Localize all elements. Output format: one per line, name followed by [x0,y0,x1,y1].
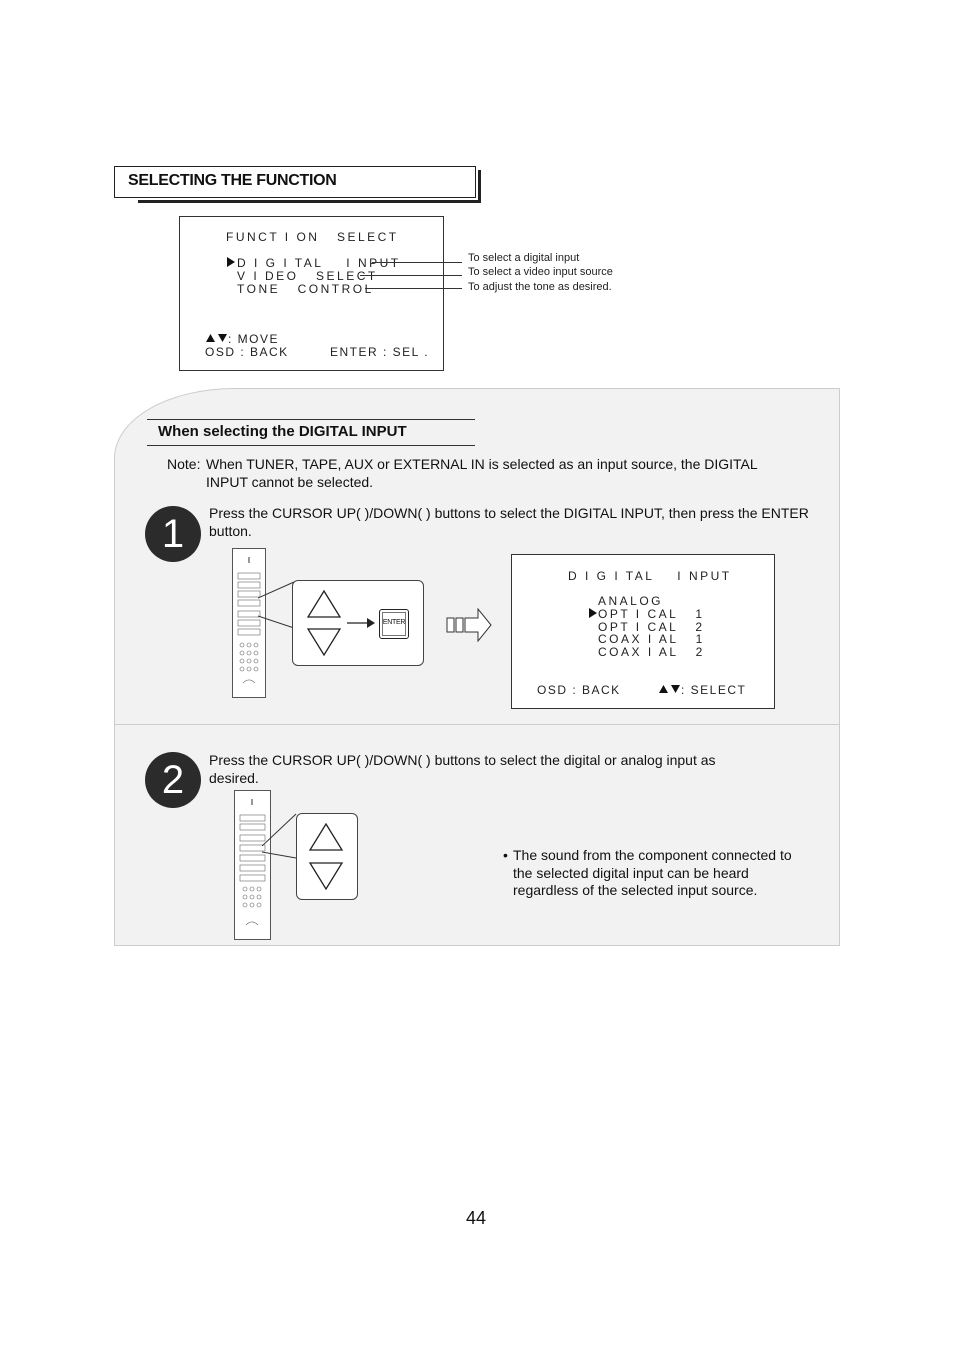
enter-button-label: ENTER [382,619,406,626]
arrow-right-icon [347,618,375,628]
function-select-osd [179,216,444,371]
annotation-digital-input: To select a digital input [468,252,580,264]
step-2-badge: 2 [145,752,201,808]
section-heading [114,166,476,198]
button-zoom-callout [296,813,358,900]
enter-button-icon [379,609,409,639]
osd-item-video-select: V I DEO SELECT [237,269,378,283]
annotation-video-select: To select a video input source [468,266,613,278]
osd-item-optical-2: OPT I CAL 2 [598,620,705,634]
osd-title: D I G I TAL I NPUT [568,569,732,583]
osd-back-hint: OSD : BACK [537,683,621,697]
leader-line [365,288,462,289]
osd-item-optical-1: OPT I CAL 1 [598,607,705,621]
osd-select-hint: : SELECT [681,683,747,697]
hollow-right-arrow-icon [446,608,492,642]
osd-back-hint: OSD : BACK [205,345,289,359]
annotation-tone-control: To adjust the tone as desired. [468,281,612,293]
panel-divider [114,724,840,725]
osd-item-digital-input: D I G I TAL I NPUT [237,256,401,270]
zoom-callout-lines [262,812,300,862]
page-number: 44 [466,1208,487,1228]
osd-item-coaxial-2: COAX I AL 2 [598,645,705,659]
button-zoom-callout [292,580,424,666]
cursor-up-button-icon [309,823,343,851]
subsection-heading-text: When selecting the DIGITAL INPUT [158,423,407,440]
osd-item-tone-control: TONE CONTROL [237,282,374,296]
leader-line [360,275,462,276]
osd-title: FUNCT I ON SELECT [226,230,399,244]
osd-enter-hint: ENTER : SEL . [330,345,430,359]
cursor-up-button-icon [307,590,341,618]
up-down-arrows-icon [206,334,228,343]
osd-item-coaxial-1: COAX I AL 1 [598,632,705,646]
cursor-down-button-icon [307,628,341,656]
note-text: When TUNER, TAPE, AUX or EXTERNAL IN is selected as an input source, the DIGITAL INPUT cannot be selected. [206,456,758,490]
subsection-heading [147,419,475,446]
cursor-down-button-icon [309,862,343,890]
osd-move-hint: : MOVE [228,332,280,346]
section-heading-text: SELECTING THE FUNCTION [128,172,337,189]
osd-item-analog: ANALOG [598,594,664,608]
bullet-note-line-3: regardless of the selected input source. [513,882,758,898]
digital-input-osd [511,554,775,709]
step-1-text: Press the CURSOR UP( )/DOWN( ) buttons to select the DIGITAL INPUT, then press the ENTER button. [209,505,809,539]
note-label: Note: [167,456,201,472]
selection-pointer-icon [589,608,597,618]
leader-line [372,262,462,263]
step-1-badge: 1 [145,506,201,562]
step-2-text: Press the CURSOR UP( )/DOWN( ) buttons to select the digital or analog input as desired. [209,752,716,786]
up-down-arrows-icon [659,685,681,694]
bullet-note-line-2: the selected digital input can be heard [513,865,749,881]
selection-pointer-icon [227,257,235,267]
bullet-marker: • [503,847,508,863]
bullet-note-line-1: The sound from the component connected to [513,847,792,863]
